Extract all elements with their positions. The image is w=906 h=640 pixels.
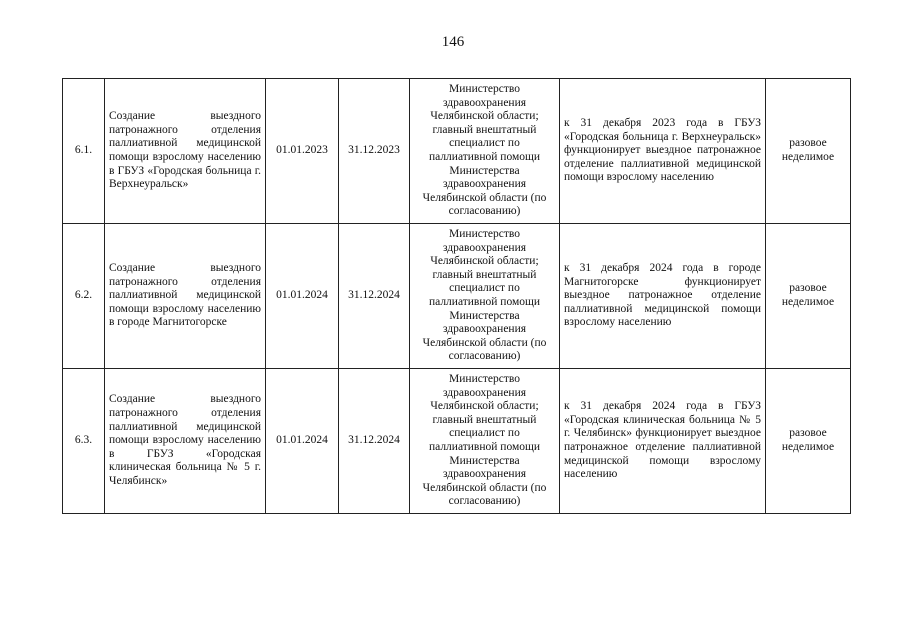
measures-table — [62, 78, 851, 514]
responsible-party: Министерство здравоохранения Челябинской области; главный внештатный специалист по паллиативной помощи Министерства здравоохранения Челябинской области (по согласованию) — [410, 224, 560, 369]
measure-name: Создание выездного патронажного отделения паллиативной медицинской помощи взрослому населению в городе Магнитогорске — [105, 224, 266, 369]
table-row — [63, 224, 851, 369]
responsible-party: Министерство здравоохранения Челябинской области; главный внештатный специалист по паллиативной помощи Министерства здравоохранения Челябинской области (по согласованию) — [410, 369, 560, 514]
end-date: 31.12.2023 — [339, 79, 410, 224]
measure-name: Создание выездного патронажного отделения паллиативной медицинской помощи взрослому населению в ГБУЗ «Городская клиническая больница № 5 г. Челябинск» — [105, 369, 266, 514]
measure-type: разовое неделимое — [766, 369, 851, 514]
measure-name: Создание выездного патронажного отделения паллиативной медицинской помощи взрослому населению в ГБУЗ «Городская больница г. Верхнеуральск» — [105, 79, 266, 224]
measure-type: разовое неделимое — [766, 79, 851, 224]
expected-result: к 31 декабря 2024 года в ГБУЗ «Городская клиническая больница № 5 г. Челябинск» функционирует выездное патронажное отделение паллиативной медицинской помощи взрослому населению — [560, 369, 766, 514]
row-number: 6.1. — [63, 79, 105, 224]
expected-result: к 31 декабря 2023 года в ГБУЗ «Городская больница г. Верхнеуральск» функционирует выездное патронажное отделение паллиативной медицинской помощи взрослому населению — [560, 79, 766, 224]
page-number: 146 — [441, 34, 465, 50]
start-date: 01.01.2023 — [266, 79, 339, 224]
end-date: 31.12.2024 — [339, 369, 410, 514]
row-number: 6.3. — [63, 369, 105, 514]
end-date: 31.12.2024 — [339, 224, 410, 369]
start-date: 01.01.2024 — [266, 369, 339, 514]
measure-type: разовое неделимое — [766, 224, 851, 369]
start-date: 01.01.2024 — [266, 224, 339, 369]
row-number: 6.2. — [63, 224, 105, 369]
table-row — [63, 79, 851, 224]
table-row — [63, 369, 851, 514]
expected-result: к 31 декабря 2024 года в городе Магнитогорске функционирует выездное патронажное отделение паллиативной медицинской помощи взрослому населению — [560, 224, 766, 369]
responsible-party: Министерство здравоохранения Челябинской области; главный внештатный специалист по паллиативной помощи Министерства здравоохранения Челябинской области (по согласованию) — [410, 79, 560, 224]
